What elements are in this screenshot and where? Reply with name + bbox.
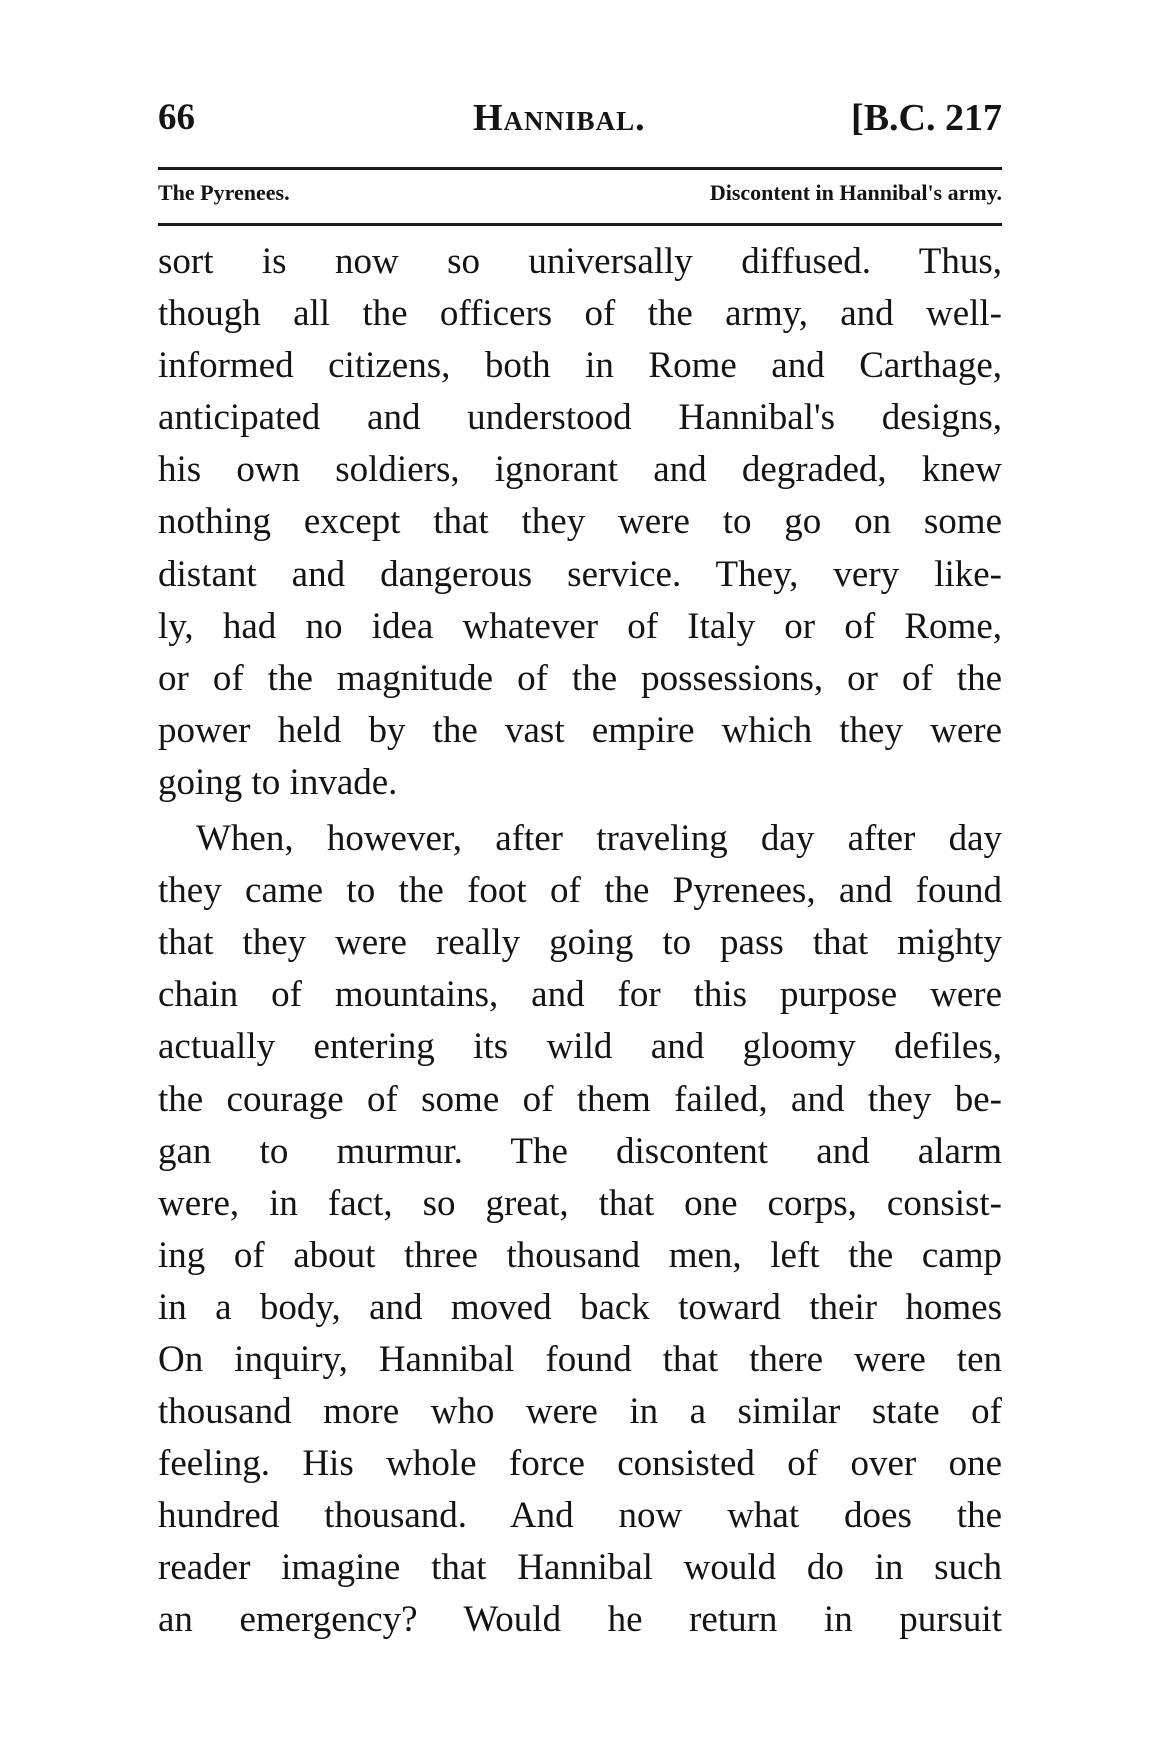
text-line: distant and dangerous service. They, very like-: [158, 553, 1002, 595]
text-line: feeling. His whole force consisted of over one: [158, 1443, 1002, 1485]
side-header-right: Discontent in Hannibal's army.: [709, 180, 1002, 205]
text-line: hundred thousand. And now what does the: [158, 1495, 1002, 1537]
paragraph-2: [158, 813, 1002, 1647]
running-head: [158, 96, 1002, 146]
text-line: or of the magnitude of the possessions, or of the: [158, 657, 1002, 699]
header-rule-bottom: [158, 223, 1002, 226]
side-headers: [158, 180, 1002, 216]
text-line: chain of mountains, and for this purpose were: [158, 974, 1002, 1016]
text-line: On inquiry, Hannibal found that there were ten: [158, 1338, 1002, 1380]
text-line: ing of about three thousand men, left the camp: [158, 1234, 1002, 1276]
text-line: actually entering its wild and gloomy defiles,: [158, 1026, 1002, 1068]
text-line: When, however, after traveling day after day: [196, 818, 1002, 860]
text-line: going to invade.: [158, 761, 398, 803]
text-line: sort is now so universally diffused. Thus,: [158, 241, 1002, 282]
text-line: his own soldiers, ignorant and degraded, knew: [158, 449, 1002, 491]
text-line: reader imagine that Hannibal would do in such: [158, 1547, 1002, 1589]
text-line: were, in fact, so great, that one corps, consist-: [158, 1182, 1002, 1224]
text-line: they came to the foot of the Pyrenees, and found: [158, 870, 1002, 912]
text-line: nothing except that they were to go on some: [158, 501, 1002, 543]
text-line: that they were really going to pass that mighty: [158, 922, 1002, 964]
body-text: [158, 236, 1002, 1647]
text-line: power held by the vast empire which they were: [158, 709, 1002, 751]
side-header-left: The Pyrenees.: [158, 180, 290, 205]
text-line: an emergency? Would he return in pursuit: [158, 1599, 1002, 1641]
text-line: thousand more who were in a similar state of: [158, 1391, 1002, 1433]
text-line: anticipated and understood Hannibal's designs,: [158, 397, 1002, 439]
text-line: though all the officers of the army, and well-: [158, 293, 1002, 335]
text-line: in a body, and moved back toward their homes: [158, 1286, 1002, 1328]
header-rule-top: [158, 167, 1002, 170]
text-line: ly, had no idea whatever of Italy or of Rome,: [158, 605, 1002, 647]
text-line: informed citizens, both in Rome and Carthage,: [158, 345, 1002, 387]
paragraph-1: [158, 236, 1002, 809]
book-title: Hannibal.: [473, 97, 646, 139]
text-line: the courage of some of them failed, and they be-: [158, 1078, 1002, 1120]
page-number: 66: [158, 97, 195, 138]
text-line: gan to murmur. The discontent and alarm: [158, 1130, 1002, 1172]
date-label: [B.C. 217: [851, 97, 1002, 139]
